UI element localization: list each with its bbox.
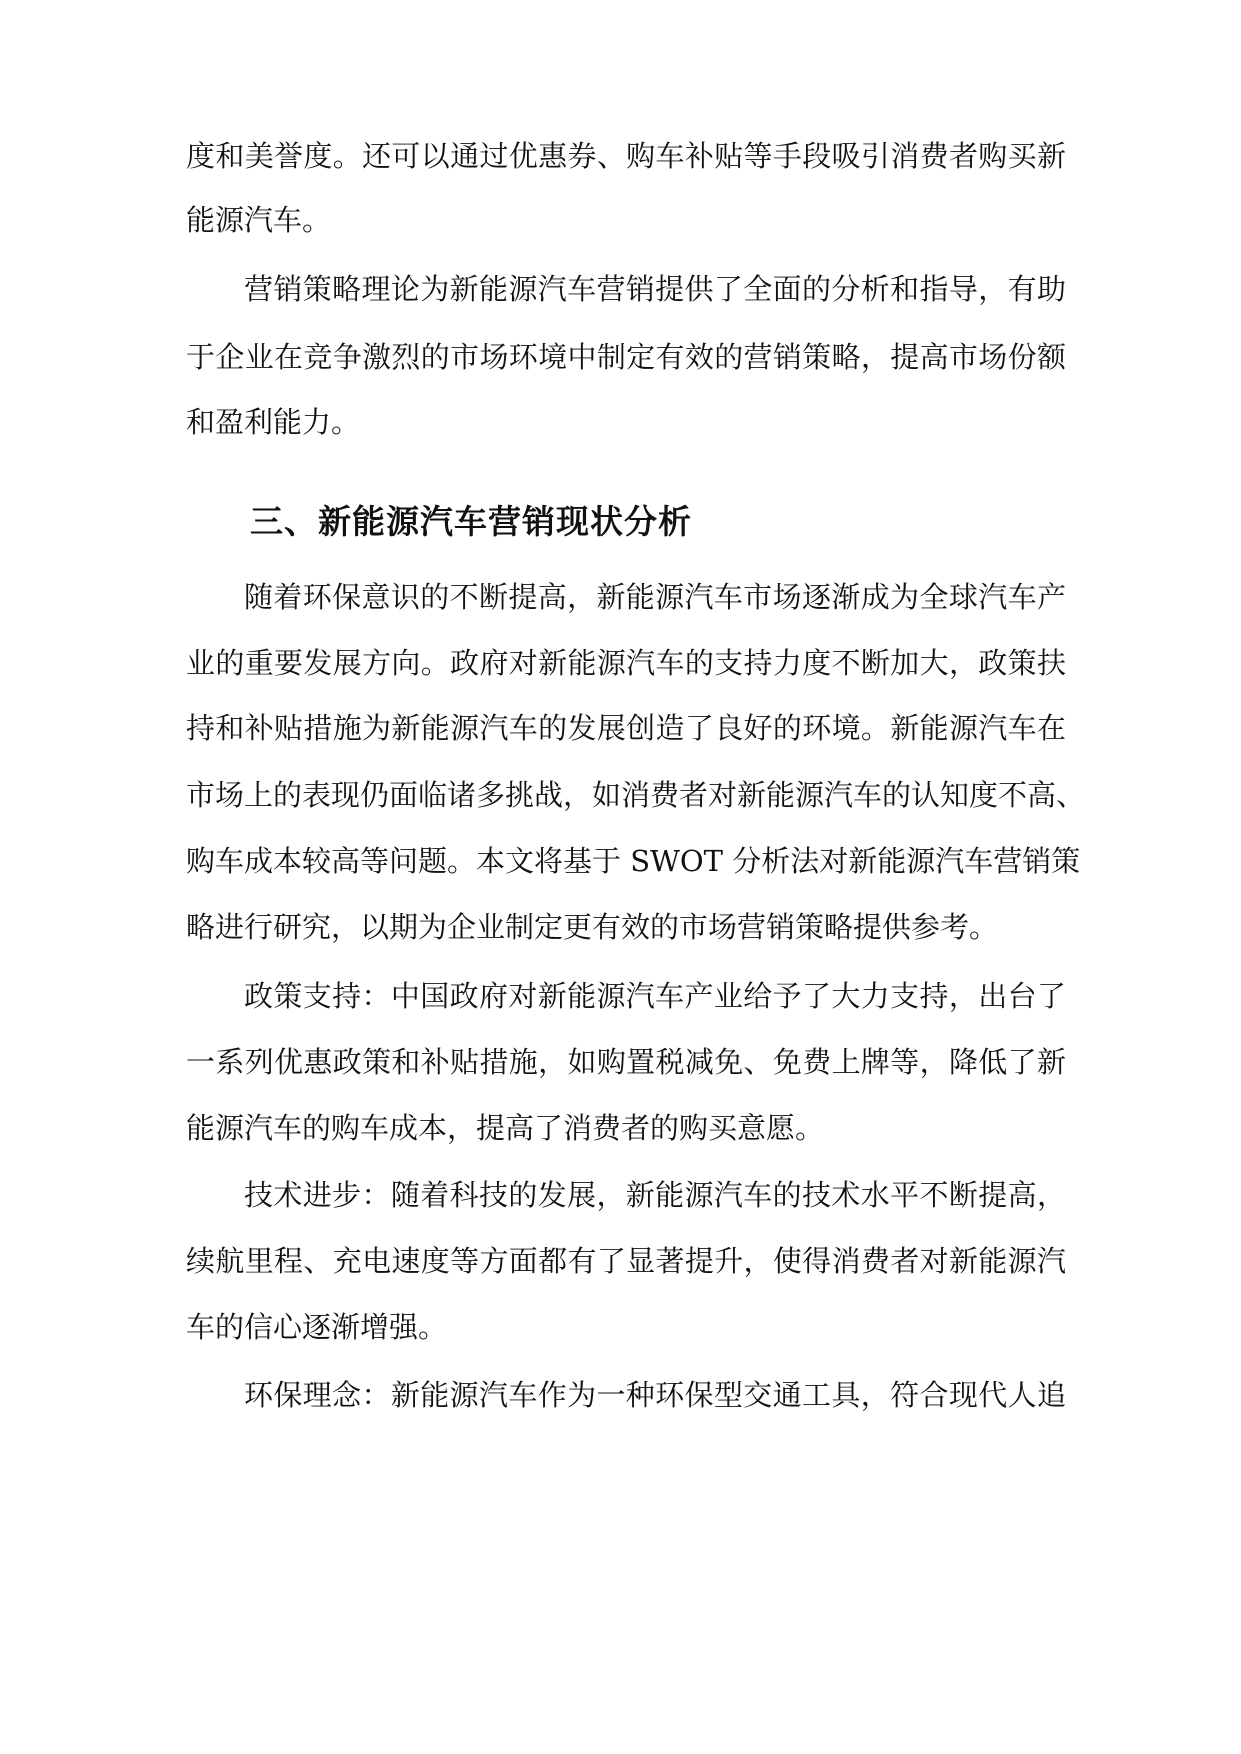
paragraph-line: 购车成本较高等问题。本文将基于 SWOT 分析法对新能源汽车营销策	[186, 844, 1081, 878]
section-heading: 三、新能源汽车营销现状分析	[250, 502, 692, 541]
paragraph-line: 于企业在竞争激烈的市场环境中制定有效的营销策略，提高市场份额	[186, 340, 1066, 374]
paragraph-line: 略进行研究，以期为企业制定更有效的市场营销策略提供参考。	[186, 910, 999, 944]
paragraph-line: 车的信心逐渐增强。	[186, 1310, 448, 1344]
paragraph-line: 营销策略理论为新能源汽车营销提供了全面的分析和指导，有助	[244, 272, 1066, 306]
paragraph-line: 度和美誉度。还可以通过优惠券、购车补贴等手段吸引消费者购买新	[186, 139, 1066, 173]
paragraph-line: 持和补贴措施为新能源汽车的发展创造了良好的环境。新能源汽车在	[186, 711, 1066, 745]
paragraph-line: 和盈利能力。	[186, 405, 361, 439]
paragraph-line: 环保理念：新能源汽车作为一种环保型交通工具，符合现代人追	[244, 1378, 1066, 1412]
paragraph-line: 市场上的表现仍面临诸多挑战，如消费者对新能源汽车的认知度不高、	[186, 778, 1086, 812]
paragraph-line: 一系列优惠政策和补贴措施，如购置税减免、免费上牌等，降低了新	[186, 1045, 1066, 1079]
paragraph-line: 能源汽车。	[186, 203, 332, 237]
paragraph-line: 能源汽车的购车成本，提高了消费者的购买意愿。	[186, 1111, 825, 1145]
paragraph-line: 业的重要发展方向。政府对新能源汽车的支持力度不断加大，政策扶	[186, 646, 1066, 680]
paragraph-line: 续航里程、充电速度等方面都有了显著提升，使得消费者对新能源汽	[186, 1244, 1066, 1278]
paragraph-line: 随着环保意识的不断提高，新能源汽车市场逐渐成为全球汽车产	[244, 580, 1066, 614]
paragraph-line: 政策支持：中国政府对新能源汽车产业给予了大力支持，出台了	[244, 979, 1066, 1013]
paragraph-line: 技术进步：随着科技的发展，新能源汽车的技术水平不断提高，	[244, 1178, 1066, 1212]
